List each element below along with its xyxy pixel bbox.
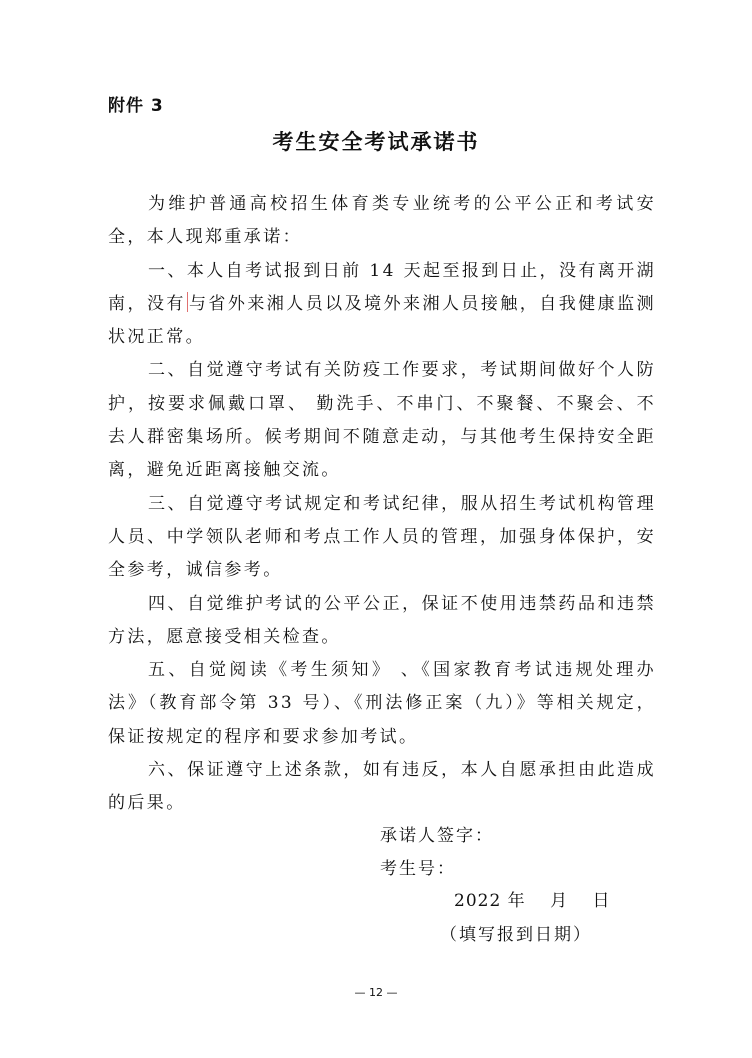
page-number: — 12 — xyxy=(354,986,398,999)
paragraph-commitment-2: 二、自觉遵守考试有关防疫工作要求，考试期间做好个人防护，按要求佩戴口罩、 勤洗手、不串门、不聚餐、不聚会、不去人群密集场所。候考期间不随意走动，与其他考生保持安全距离，避免近距离接触交流。 xyxy=(108,360,656,481)
date-note: （填写报到日期） xyxy=(440,925,592,945)
attachment-label: 附件 3 xyxy=(108,96,164,116)
date-line: 2022 年 月 日 xyxy=(454,891,611,911)
paragraph-commitment-5: 五、自觉阅读《考生须知》 、《国家教育考试违规处理办法》（教育部令第 33 号）、《刑法修正案（九）》等相关规定，保证按规定的程序和要求参加考试。 xyxy=(108,660,656,747)
paragraph-commitment-6: 六、保证遵守上述条款，如有违反，本人自愿承担由此造成的后果。 xyxy=(108,760,656,814)
paragraph-commitment-1 xyxy=(108,255,656,355)
document-body xyxy=(108,188,656,821)
paragraph-commitment-4: 四、自觉维护考试的公平公正，保证不使用违禁药品和违禁方法，愿意接受相关检查。 xyxy=(108,593,656,647)
text-cursor xyxy=(187,292,188,312)
signature-block xyxy=(380,820,494,886)
paragraph-commitment-1-line2a: 没有 xyxy=(146,293,186,314)
paragraph-commitment-3: 三、自觉遵守考试规定和考试纪律，服从招生考试机构管理人员、中学领队老师和考点工作人员的管理，加强身体保护，安全参考，诚信参考。 xyxy=(108,493,656,581)
document-title: 考生安全考试承诺书 xyxy=(272,130,480,154)
paragraph-commitment-1-line1: 一、本人自考试报到日前 14 天起至报到日止，没有离开湖南， xyxy=(108,260,656,314)
promiser-signature-label: 承诺人签字： xyxy=(380,826,494,846)
exam-number-label: 考生号： xyxy=(380,859,456,879)
paragraph-commitment-1-line2b: 与省外来湘人员以及境外来湘人员接触，自我健康监测状况正常。 xyxy=(108,293,656,348)
paragraph-intro: 为维护普通高校招生体育类专业统考的公平公正和考试安全，本人现郑重承诺： xyxy=(108,194,656,248)
